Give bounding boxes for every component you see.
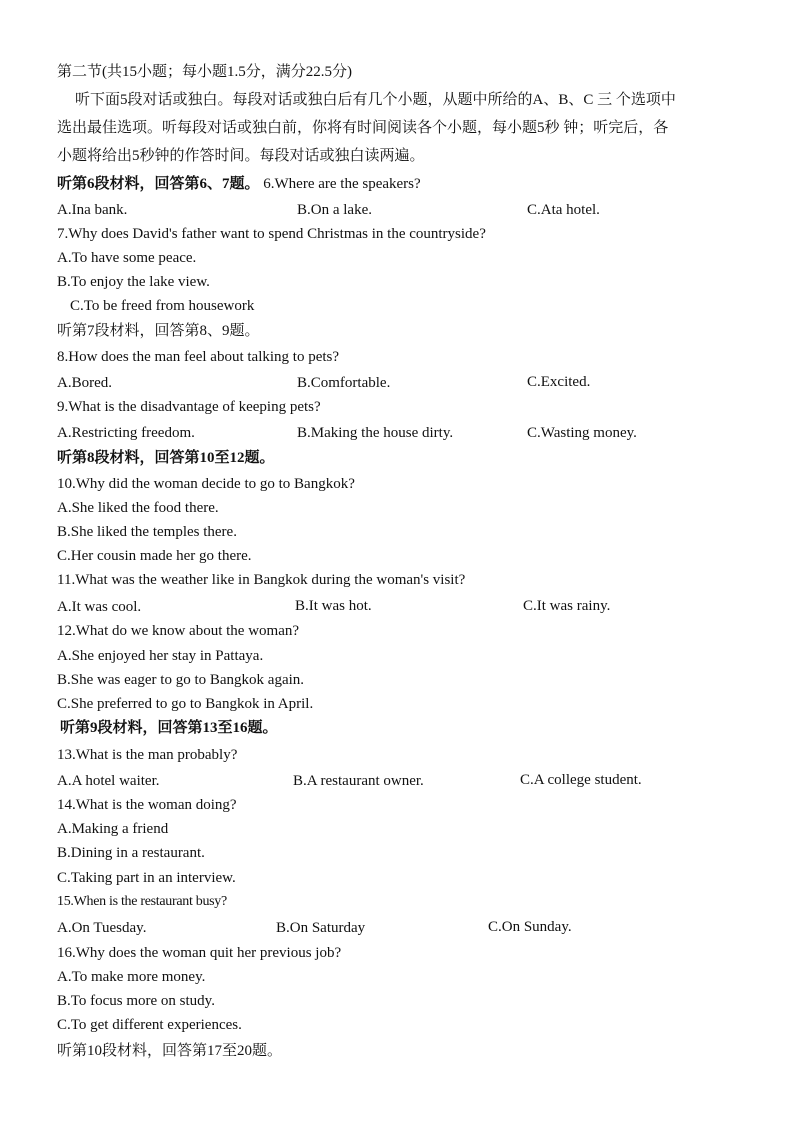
question-13-option-b: B.A restaurant owner. [293, 773, 424, 789]
question-7-option-c: C.To be freed from housework [70, 298, 255, 314]
question-9-text: 9.What is the disadvantage of keeping pets? [57, 399, 321, 415]
question-8-option-a: A.Bored. [57, 375, 112, 391]
question-9-option-b: B.Making the house dirty. [297, 425, 454, 441]
question-6-text: 6.Where are the speakers? [263, 176, 421, 192]
question-12-option-b: B.She was eager to go to Bangkok again. [57, 672, 305, 688]
question-8-option-b: B.Comfortable. [297, 375, 391, 391]
question-15-text: 15.When is the restaurant busy? [57, 894, 227, 909]
question-11-option-c: C.It was rainy. [523, 598, 611, 614]
question-15-option-a: A.On Tuesday. [57, 920, 147, 936]
question-13-text: 13.What is the man probably? [57, 747, 238, 763]
instruction-line-2: 选出最佳选项。听每段对话或独白前，你将有时间阅读各个小题，每小题5秒 钟；听完后，各 [57, 120, 669, 136]
question-8-text: 8.How does the man feel about talking to pets? [57, 349, 340, 365]
group-6-heading: 听第6段材料，回答第6、7题。 [57, 176, 260, 192]
section-title: 第二节(共15小题；每小题1.5分，满分22.5分) [57, 64, 352, 80]
group-7-heading: 听第7段材料，回答第8、9题。 [57, 323, 260, 339]
question-13-option-c: C.A college student. [520, 772, 642, 788]
group-10-heading: 听第10段材料，回答第17至20题。 [57, 1043, 283, 1059]
question-11-option-b: B.It was hot. [295, 598, 372, 614]
group-6-line [57, 175, 421, 193]
question-12-option-c: C.She preferred to go to Bangkok in April. [57, 696, 314, 712]
question-8-option-c: C.Excited. [527, 374, 591, 390]
question-10-text: 10.Why did the woman decide to go to Bangkok? [57, 476, 355, 492]
question-12-option-a: A.She enjoyed her stay in Pattaya. [57, 648, 264, 664]
question-11-text: 11.What was the weather like in Bangkok during the woman's visit? [57, 572, 466, 588]
question-14-option-c: C.Taking part in an interview. [57, 870, 236, 886]
question-16-option-c: C.To get different experiences. [57, 1017, 242, 1033]
question-15-option-c: C.On Sunday. [488, 919, 572, 935]
question-6-option-b: B.On a lake. [297, 202, 372, 218]
question-9-option-a: A.Restricting freedom. [57, 425, 195, 441]
question-16-option-a: A.To make more money. [57, 969, 206, 985]
question-15-option-b: B.On Saturday [276, 920, 366, 936]
instruction-line-1: 听下面5段对话或独白。每段对话或独白后有几个小题，从题中所给的A、B、C 三 个选项中 [75, 92, 676, 108]
question-6-option-c: C.Ata hotel. [527, 202, 600, 218]
question-7-option-b: B.To enjoy the lake view. [57, 274, 210, 290]
question-7-option-a: A.To have some peace. [57, 250, 197, 266]
question-14-text: 14.What is the woman doing? [57, 797, 237, 813]
question-10-option-b: B.She liked the temples there. [57, 524, 237, 540]
question-13-option-a: A.A hotel waiter. [57, 773, 160, 789]
question-7-text: 7.Why does David's father want to spend Christmas in the countryside? [57, 226, 486, 242]
question-9-option-c: C.Wasting money. [527, 425, 637, 441]
question-10-option-c: C.Her cousin made her go there. [57, 548, 252, 564]
question-6-option-a: A.Ina bank. [57, 202, 128, 218]
group-8-heading: 听第8段材料，回答第10至12题。 [57, 450, 275, 466]
question-14-option-a: A.Making a friend [57, 821, 169, 837]
question-16-text: 16.Why does the woman quit her previous job? [57, 945, 342, 961]
question-16-option-b: B.To focus more on study. [57, 993, 215, 1009]
group-9-heading: 听第9段材料，回答第13至16题。 [60, 720, 278, 736]
question-11-option-a: A.It was cool. [57, 599, 142, 615]
question-12-text: 12.What do we know about the woman? [57, 623, 300, 639]
question-10-option-a: A.She liked the food there. [57, 500, 219, 516]
question-14-option-b: B.Dining in a restaurant. [57, 845, 205, 861]
instruction-line-3: 小题将给出5秒钟的作答时间。每段对话或独白读两遍。 [57, 148, 425, 164]
